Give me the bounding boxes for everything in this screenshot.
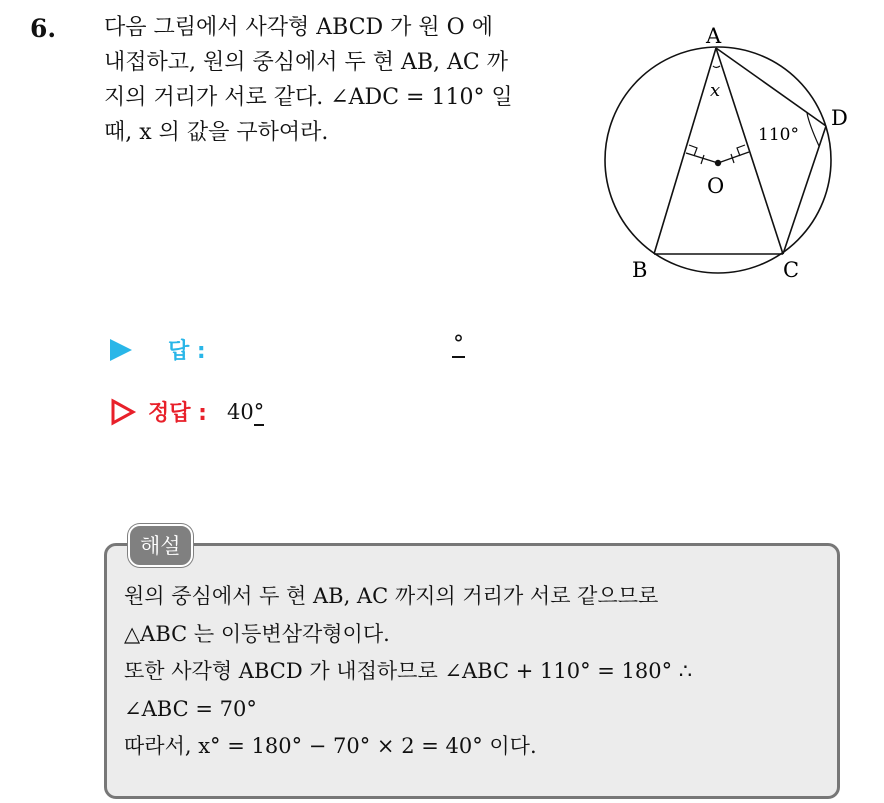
solution-row — [110, 396, 264, 427]
answer-label: 답 : — [168, 339, 206, 364]
explanation-text — [124, 578, 834, 766]
question-text — [104, 10, 584, 150]
center-point — [715, 160, 721, 166]
answer-unit: ° — [453, 332, 464, 357]
solution-label: 정답 : — [148, 401, 207, 426]
explanation-line: ∠ABC = 70° — [124, 696, 257, 721]
angle-arc-d — [807, 113, 819, 146]
question-line: 지의 거리가 서로 같다. ∠ADC = 110° 일 — [104, 85, 513, 110]
explanation-line: 또한 사각형 ABCD 가 내접하므로 ∠ABC + 110° = 180° ∴ — [124, 659, 693, 683]
circle-figure — [596, 18, 846, 288]
label-a: A — [706, 24, 722, 48]
chord-ac — [716, 48, 783, 254]
question-line: 내접하고, 원의 중심에서 두 현 AB, AC 까 — [104, 50, 508, 75]
solution-unit: ° — [253, 399, 265, 424]
solution-value — [227, 400, 264, 424]
explanation-line: 원의 중심에서 두 현 AB, AC 까지의 거리가 서로 같으므로 — [124, 584, 659, 608]
chord-dc — [783, 126, 826, 254]
angle-arc-a — [713, 66, 720, 68]
explanation-line: △ABC 는 이등변삼각형이다. — [124, 621, 390, 646]
explanation-line: 따라서, x° = 180° − 70° × 2 = 40° 이다. — [124, 734, 537, 758]
label-o: O — [707, 174, 725, 198]
chord-ab — [654, 48, 716, 254]
question-number: 6. — [30, 14, 57, 43]
play-filled-icon — [110, 339, 132, 361]
label-c: C — [783, 258, 800, 282]
equal-tick — [701, 155, 704, 164]
label-d: D — [831, 106, 848, 130]
question-line: 다음 그림에서 사각형 ABCD 가 원 O 에 — [104, 15, 493, 40]
play-outline-icon — [110, 399, 136, 425]
label-x: x — [710, 80, 721, 101]
label-angle-d: 110° — [758, 125, 799, 145]
label-b: B — [632, 258, 648, 282]
question-line: 때, x 의 값을 구하여라. — [104, 120, 329, 145]
answer-row — [110, 334, 206, 365]
solution-number: 40 — [226, 399, 254, 424]
explanation-tag: 해설 — [128, 524, 193, 567]
